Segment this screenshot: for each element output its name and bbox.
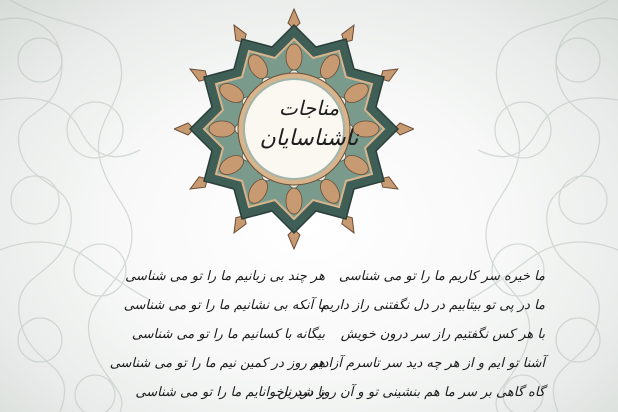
medallion-title-line-2: ناشناسایان bbox=[259, 126, 359, 151]
verse-line: هر روز در کمین نیم ما را تو می شناسی bbox=[109, 356, 325, 371]
verse-line: آشنا تو ایم و از هر چه دید سر تاسرم آزادیم bbox=[310, 356, 545, 371]
poem-right-column bbox=[277, 262, 545, 407]
verse-line: گاه گاهی بر سر ما هم بنشینی تو و آن روز شیرین bbox=[277, 385, 545, 400]
verse-line: با آنکه بی نشانیم ما را تو می شناسی bbox=[123, 298, 325, 313]
verse-line: ما در پی تو بیتابیم در دل نگفتنی راز داریم bbox=[320, 298, 545, 313]
verse-line: با درد ناخوانایم ما را تو می شناسی bbox=[135, 385, 325, 400]
poem-left-column bbox=[100, 262, 325, 407]
verse-line: بیگانه با کسانیم ما را تو می شناسی bbox=[131, 327, 325, 342]
medallion-title-line-1: مناجات bbox=[278, 96, 340, 120]
verse-line: با هر کس نگفتیم راز سر درون خویش bbox=[340, 327, 545, 342]
verse-line: ما خیره سر کاریم ما را تو می شناسی bbox=[338, 269, 545, 284]
verse-line: هر چند بی زبانیم ما را تو می شناسی bbox=[125, 269, 325, 284]
